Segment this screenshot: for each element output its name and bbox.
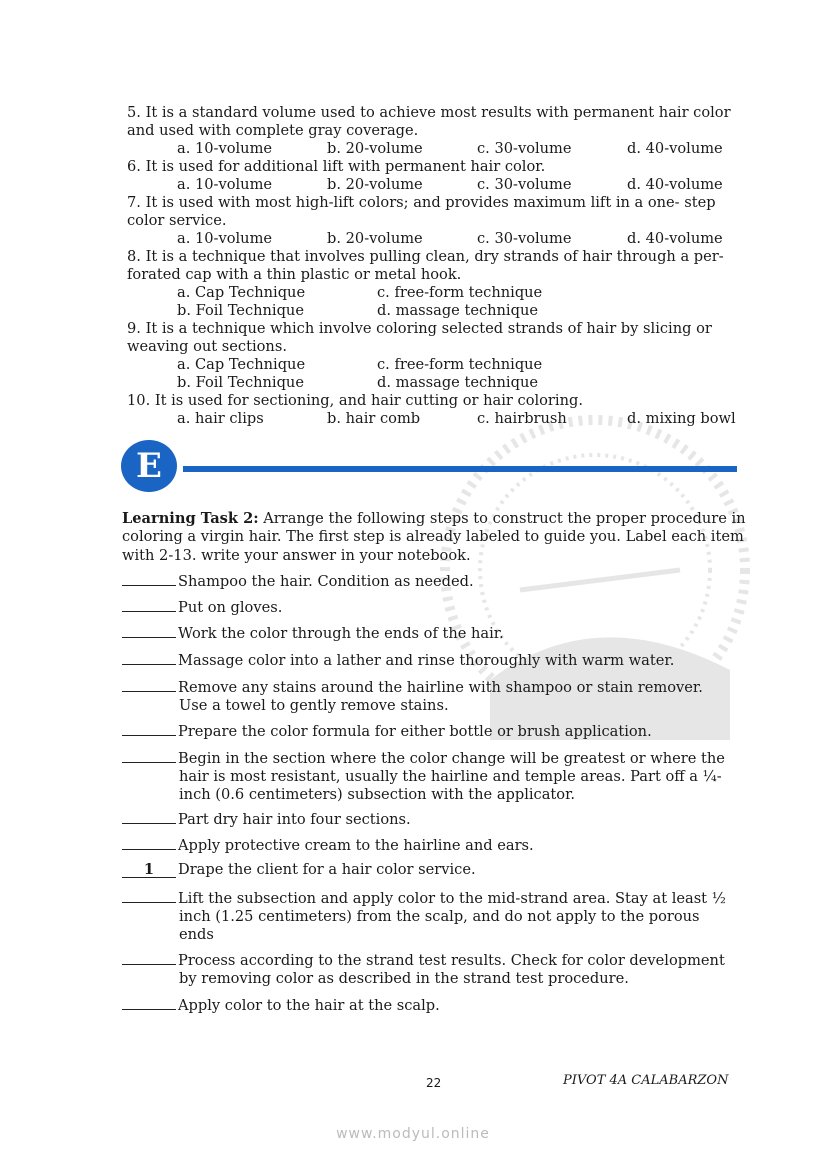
q10-option-d: d. mixing bowl (627, 410, 736, 427)
section-letter-badge: E (121, 440, 177, 492)
step-text: Remove any stains around the hairline with shampoo or stain remover. (178, 679, 703, 696)
q7-option-a: a. 10-volume (177, 230, 273, 247)
step-text-continued: by removing color as described in the strand test procedure. (179, 970, 629, 987)
step-item (122, 861, 742, 879)
answer-blank[interactable] (122, 950, 176, 965)
q5-option-a: a. 10-volume (177, 140, 273, 157)
q5-option-c: c. 30-volume (477, 140, 572, 157)
q6-option-b: b. 20-volume (327, 176, 423, 193)
q8-option-a: a. Cap Technique (177, 284, 306, 301)
step-text-continued: Use a towel to gently remove stains. (179, 697, 449, 714)
step-text: Put on gloves. (178, 599, 283, 616)
question-9-line-1: 9. It is a technique which involve coloring selected strands of hair by slicing or (127, 320, 712, 337)
step-item (122, 721, 742, 741)
question-5-line-2: and used with complete gray coverage. (127, 122, 419, 139)
step-item (122, 835, 742, 855)
step-text: Shampoo the hair. Condition as needed. (178, 573, 474, 590)
q8-option-d: d. massage technique (377, 302, 538, 319)
question-7-line-2: color service. (127, 212, 227, 229)
step-item (122, 995, 742, 1015)
question-10-line-1: 10. It is used for sectioning, and hair cutting or hair coloring. (127, 392, 583, 409)
answer-blank[interactable] (122, 597, 176, 612)
step-text: Lift the subsection and apply color to the mid-strand area. Stay at least ½ (178, 890, 726, 907)
step-text: Apply color to the hair at the scalp. (178, 997, 440, 1014)
step-text: Drape the client for a hair color service. (178, 861, 476, 878)
question-5-line-1: 5. It is a standard volume used to achieve most results with permanent hair color (127, 104, 731, 121)
step-text: Apply protective cream to the hairline and ears. (178, 837, 534, 854)
answer-blank[interactable] (122, 571, 176, 586)
answer-blank[interactable] (122, 835, 176, 850)
site-watermark-text[interactable]: www.modyul.online (336, 1126, 490, 1142)
answer-blank[interactable] (122, 721, 176, 736)
task-label: Learning Task 2: (122, 510, 259, 527)
answer-blank[interactable] (122, 995, 176, 1010)
q9-option-a: a. Cap Technique (177, 356, 306, 373)
question-8-line-2: forated cap with a thin plastic or metal hook. (127, 266, 462, 283)
step-text-continued: ends (179, 926, 214, 943)
step-text: Begin in the section where the color change will be greatest or where the (178, 750, 725, 767)
step-text-continued: inch (1.25 centimeters) from the scalp, and do not apply to the porous (179, 908, 700, 925)
answer-blank[interactable] (122, 809, 176, 824)
answer-blank[interactable] (122, 677, 176, 692)
step-text: Process according to the strand test results. Check for color development (178, 952, 725, 969)
question-6-line-1: 6. It is used for additional lift with permanent hair color. (127, 158, 546, 175)
step-item (122, 650, 742, 670)
step-item (122, 888, 742, 944)
q9-option-b: b. Foil Technique (177, 374, 304, 391)
q10-option-b: b. hair comb (327, 410, 421, 427)
q7-option-c: c. 30-volume (477, 230, 572, 247)
learning-task-instructions (122, 510, 747, 565)
step-text: Massage color into a lather and rinse thoroughly with warm water. (178, 652, 675, 669)
q8-option-b: b. Foil Technique (177, 302, 304, 319)
question-7-line-1: 7. It is used with most high-lift colors; and provides maximum lift in a one- step (127, 194, 716, 211)
q6-option-a: a. 10-volume (177, 176, 273, 193)
q9-option-c: c. free-form technique (377, 356, 543, 373)
q6-option-c: c. 30-volume (477, 176, 572, 193)
step-text: Prepare the color formula for either bottle or brush application. (178, 723, 652, 740)
q6-option-d: d. 40-volume (627, 176, 723, 193)
q8-option-c: c. free-form technique (377, 284, 543, 301)
step-item (122, 748, 742, 804)
step-item (122, 597, 742, 617)
q10-option-c: c. hairbrush (477, 410, 567, 427)
step-text: Part dry hair into four sections. (178, 811, 411, 828)
answer-blank[interactable]: 1 (122, 863, 176, 878)
answer-blank[interactable] (122, 888, 176, 903)
step-item (122, 571, 742, 591)
q5-option-d: d. 40-volume (627, 140, 723, 157)
step-text: Work the color through the ends of the hair. (178, 625, 504, 642)
answer-blank[interactable] (122, 650, 176, 665)
answer-blank[interactable] (122, 623, 176, 638)
step-item (122, 623, 742, 643)
q7-option-b: b. 20-volume (327, 230, 423, 247)
section-divider-bar (183, 466, 737, 472)
step-text-continued: hair is most resistant, usually the hairline and temple areas. Part off a ¼- (179, 768, 722, 785)
q10-option-a: a. hair clips (177, 410, 264, 427)
q9-option-d: d. massage technique (377, 374, 538, 391)
question-8-line-1: 8. It is a technique that involves pulling clean, dry strands of hair through a per- (127, 248, 724, 265)
step-item (122, 809, 742, 829)
task-text: Arrange the following steps to construct the proper procedure in coloring a virgin hair. The first step is already labeled to guide you. Label each item with 2-13. write your answer in your notebook. (122, 510, 746, 564)
page-number: 22 (426, 1076, 442, 1090)
step-item (122, 677, 742, 715)
step-text-continued: inch (0.6 centimeters) subsection with the applicator. (179, 786, 576, 803)
step-item (122, 950, 742, 988)
q7-option-d: d. 40-volume (627, 230, 723, 247)
footer-region-label: PIVOT 4A CALABARZON (563, 1073, 729, 1088)
q5-option-b: b. 20-volume (327, 140, 423, 157)
section-e-header (121, 440, 741, 494)
question-9-line-2: weaving out sections. (127, 338, 287, 355)
answer-blank[interactable] (122, 748, 176, 763)
